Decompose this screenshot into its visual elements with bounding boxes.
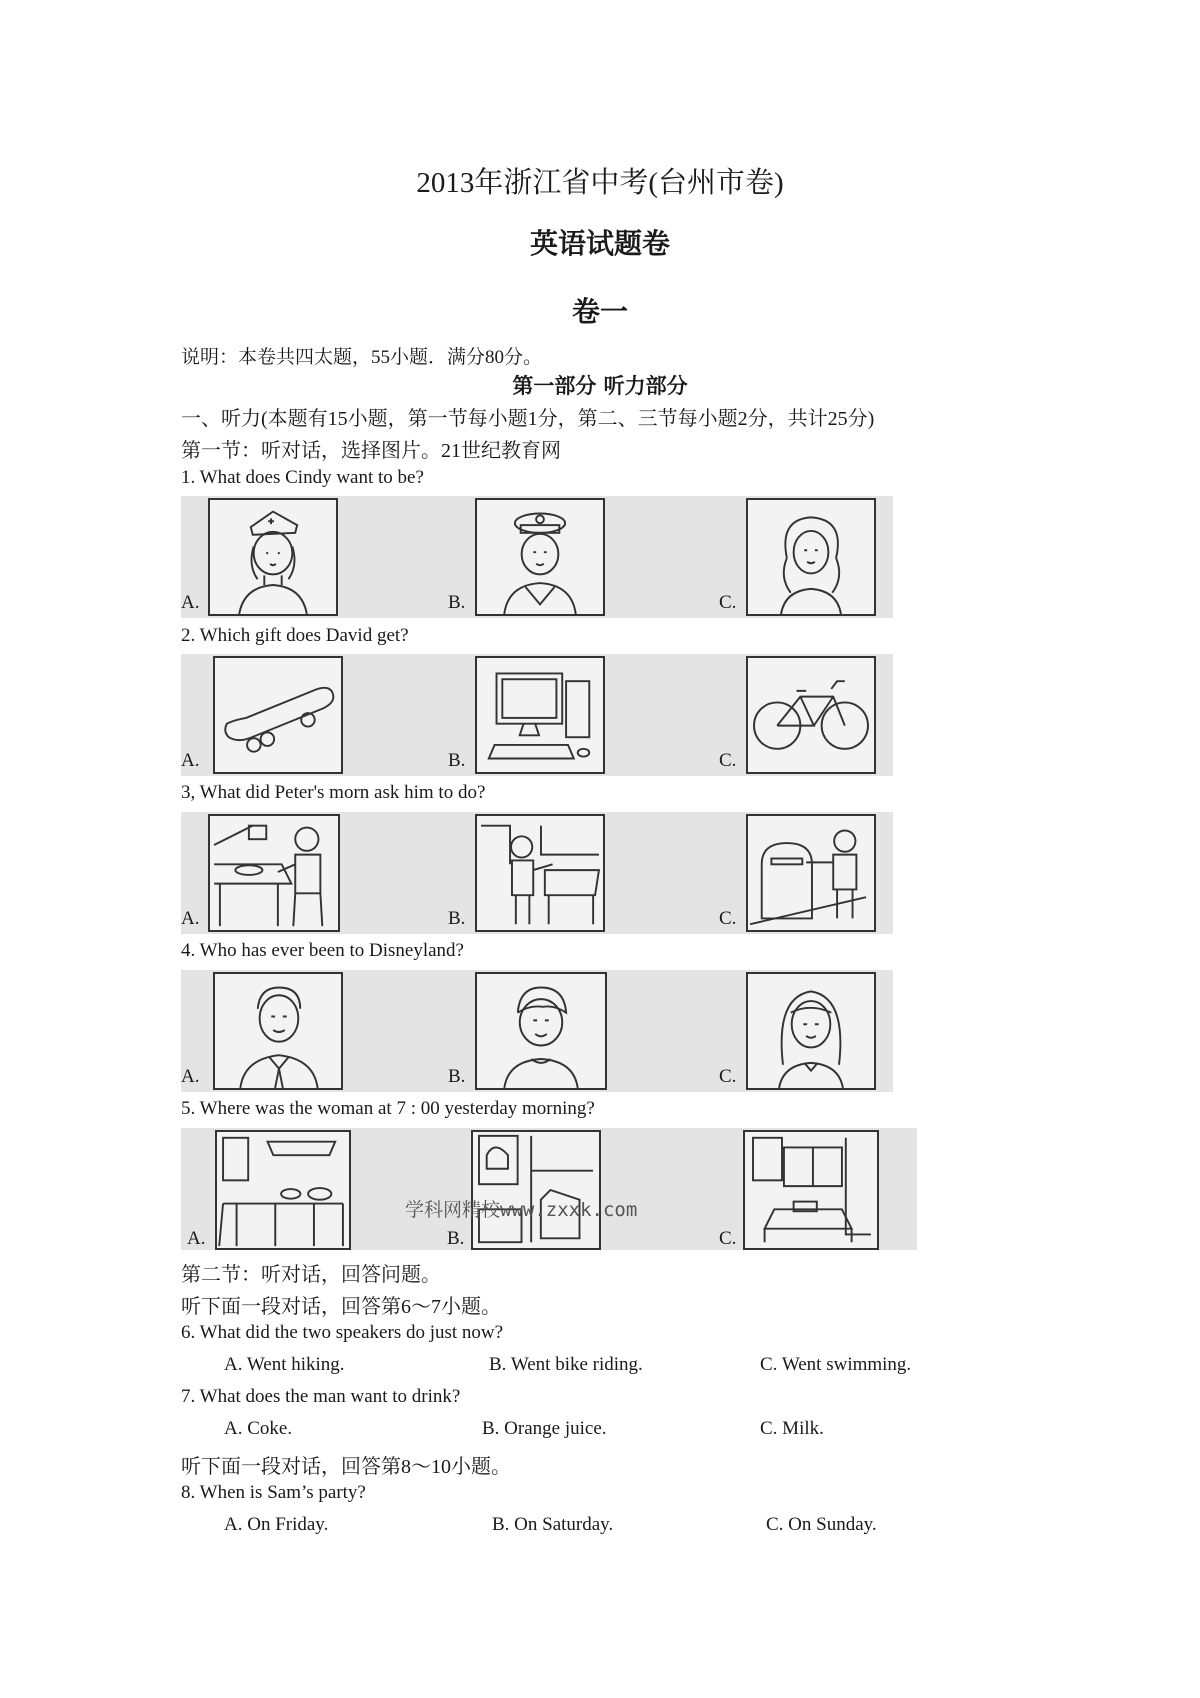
dialog2-intro: 听下面一段对话，回答第8～10小题。 [181, 1456, 511, 1478]
q7-option-a[interactable]: A. Coke. [224, 1418, 293, 1439]
option-label-b: B. [448, 908, 466, 929]
mailing-letter-icon[interactable] [746, 814, 876, 932]
nurse-icon[interactable] [208, 498, 338, 616]
computer-icon[interactable] [475, 656, 605, 774]
instructions-note: 说明：本卷共四太题，55小题．满分80分。 [181, 347, 543, 368]
option-label-c: C. [719, 1066, 737, 1087]
question-2: 2. Which gift does David get? [181, 625, 409, 646]
curly-hair-woman-icon[interactable] [746, 498, 876, 616]
part-title: 第一部分 听力部分 [512, 374, 688, 398]
option-label-c: C. [719, 1228, 737, 1249]
bicycle-icon[interactable] [746, 656, 876, 774]
question-6: 6. What did the two speakers do just now? [181, 1322, 504, 1343]
dialog1-intro: 听下面一段对话，回答第6～7小题。 [181, 1296, 501, 1318]
police-officer-icon[interactable] [475, 498, 605, 616]
option-label-a: A. [181, 750, 200, 771]
washing-dishes-icon[interactable] [208, 814, 340, 932]
option-label-a: A. [181, 1066, 200, 1087]
question-1: 1. What does Cindy want to be? [181, 467, 424, 488]
option-label-c: C. [719, 908, 737, 929]
volume-title: 卷一 [571, 295, 628, 328]
q7-option-b[interactable]: B. Orange juice. [482, 1418, 607, 1439]
q8-option-c[interactable]: C. On Sunday. [766, 1514, 877, 1535]
question-4: 4. Who has ever been to Disneyland? [181, 940, 464, 961]
option-label-c: C. [719, 592, 737, 613]
cleaning-table-icon[interactable] [475, 814, 605, 932]
question-5: 5. Where was the woman at 7 : 00 yesterday morning? [181, 1098, 595, 1119]
q8-option-a[interactable]: A. On Friday. [224, 1514, 329, 1535]
bedroom-icon[interactable] [743, 1130, 879, 1250]
girl-icon[interactable] [746, 972, 876, 1090]
option-label-c: C. [719, 750, 737, 771]
picture-strip-1 [181, 496, 893, 618]
q6-option-b[interactable]: B. Went bike riding. [489, 1354, 643, 1375]
question-8: 8. When is Sam’s party? [181, 1482, 366, 1503]
option-label-b: B. [447, 1228, 465, 1249]
man-in-suit-icon[interactable] [213, 972, 343, 1090]
picture-strip-2 [181, 654, 893, 776]
picture-strip-4 [181, 970, 893, 1092]
section1-description: 一、听力(本题有15小题，第一节每小题1分，第二、三节每小题2分，共计25分) [181, 408, 875, 430]
picture-strip-3 [181, 812, 893, 934]
option-label-a: A. [181, 908, 200, 929]
question-7: 7. What does the man want to drink? [181, 1386, 461, 1407]
option-label-b: B. [448, 750, 466, 771]
bathroom-icon[interactable] [471, 1130, 601, 1250]
watermark: 学科网精校www.zxxk.com [405, 1199, 638, 1221]
skateboard-icon[interactable] [213, 656, 343, 774]
q6-option-a[interactable]: A. Went hiking. [224, 1354, 345, 1375]
option-label-a: A. [181, 592, 200, 613]
kitchen-icon[interactable] [215, 1130, 351, 1250]
option-label-b: B. [448, 592, 466, 613]
q8-option-b[interactable]: B. On Saturday. [492, 1514, 614, 1535]
exam-subtitle: 英语试题卷 [529, 227, 670, 260]
option-label-a: A. [187, 1228, 206, 1249]
picture-strip-5 [181, 1128, 917, 1250]
option-label-b: B. [448, 1066, 466, 1087]
section2-title: 第二节：听对话，回答问题。 [181, 1264, 441, 1286]
section1-subtitle: 第一节：听对话，选择图片。21世纪教育网 [181, 440, 561, 462]
q6-option-c[interactable]: C. Went swimming. [760, 1354, 912, 1375]
exam-title: 2013年浙江省中考(台州市卷) [416, 167, 784, 199]
boy-icon[interactable] [475, 972, 607, 1090]
q7-option-c[interactable]: C. Milk. [760, 1418, 824, 1439]
question-3: 3, What did Peter's morn ask him to do? [181, 782, 486, 803]
